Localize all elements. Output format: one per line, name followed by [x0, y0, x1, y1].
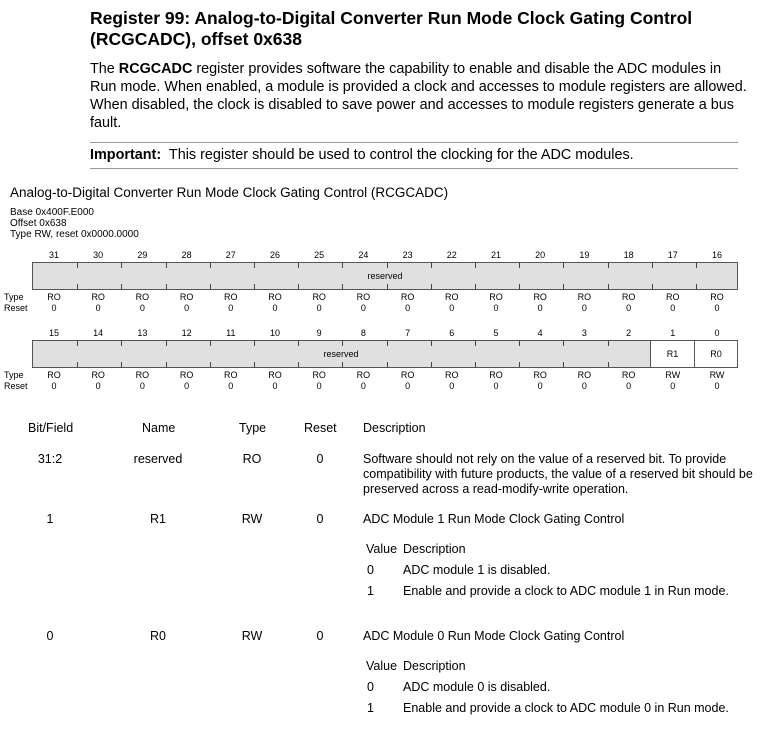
bit-reset: 0 — [670, 303, 676, 313]
bit-divider-tick — [387, 263, 388, 268]
important-top-rule — [90, 142, 738, 143]
bit-divider-tick — [298, 362, 299, 367]
intro-text: register provides software the capability to enable and disable the ADC modules in Run mode. When enabled, a module is provided a clock and accesses to module registers are allowed. When disabled, the clock is disabled to save power and accesses to module registers generate a bus fault. — [90, 61, 747, 131]
bit-number: 16 — [711, 250, 722, 260]
header-name: Name — [142, 421, 176, 435]
bit-number: 31 — [48, 250, 59, 260]
bit-reset: 0 — [449, 303, 455, 313]
intro-register-name: RCGCADC — [118, 61, 193, 77]
bit-divider-tick — [298, 284, 299, 289]
bit-type: RO — [533, 370, 547, 380]
bit-number: 3 — [581, 328, 587, 338]
bit-divider-tick — [254, 362, 255, 367]
bit-number: 15 — [48, 328, 59, 338]
lower-row-labels — [4, 370, 28, 392]
field-r0-cell: R0 — [694, 341, 737, 367]
row-type: RW — [241, 629, 263, 643]
bit-number: 0 — [714, 328, 720, 338]
register-offset: Offset 0x638 — [10, 218, 67, 229]
bit-reset: 0 — [581, 303, 587, 313]
bit-type: RO — [179, 292, 194, 302]
bit-type: RO — [268, 370, 282, 380]
bit-divider-tick — [254, 284, 255, 289]
field-r1-cell: R1 — [650, 341, 694, 367]
bit-type: RO — [400, 370, 415, 380]
bit-divider-tick — [608, 284, 609, 289]
bit-number: 6 — [449, 328, 455, 338]
lower-reset-label: Reset — [4, 381, 28, 391]
bit-divider-tick — [608, 362, 609, 367]
upper-row-labels — [4, 292, 28, 314]
bit-type: RO — [621, 370, 636, 380]
bit-number: 2 — [626, 328, 632, 338]
bit-number: 1 — [670, 328, 676, 338]
heading-line-2: (RCGCADC), offset 0x638 — [90, 29, 302, 49]
bit-type: RO — [47, 292, 61, 302]
bit-divider-tick — [210, 284, 211, 289]
bit-number: 21 — [490, 250, 501, 260]
bit-type: RO — [312, 370, 326, 380]
bit-divider-tick — [121, 263, 122, 268]
bit-type: RO — [400, 292, 415, 302]
row-bitfield: 31:2 — [37, 452, 63, 466]
bit-divider-tick — [342, 362, 343, 367]
bit-reset: 0 — [51, 381, 57, 391]
bit-number: 27 — [225, 250, 236, 260]
bit-number: 19 — [579, 250, 590, 260]
important-note — [90, 146, 750, 164]
bit-number: 29 — [137, 250, 148, 260]
bit-number: 4 — [537, 328, 543, 338]
bit-reset: 0 — [228, 381, 234, 391]
value-entry: 0 — [367, 563, 374, 577]
bit-number: 17 — [667, 250, 678, 260]
value-desc-header: Description — [403, 542, 466, 556]
bit-reset: 0 — [139, 303, 145, 313]
row-description: ADC Module 0 Run Mode Clock Gating Control — [363, 629, 625, 643]
row-description-line-3: preserved across a read-modify-write operation. — [363, 482, 629, 496]
value-header: Value — [366, 659, 398, 673]
bit-type: RO — [489, 370, 503, 380]
lower-type-label: Type — [4, 370, 24, 380]
row-name: R1 — [150, 512, 166, 526]
bit-divider-tick — [166, 341, 167, 346]
bit-type: RO — [577, 370, 592, 380]
bit-divider-tick — [298, 263, 299, 268]
bit-type: RO — [91, 292, 105, 302]
value-entry: 1 — [367, 701, 374, 715]
value-entry-description: ADC module 0 is disabled. — [403, 680, 551, 694]
bit-divider-tick — [121, 284, 122, 289]
bit-divider-tick — [121, 341, 122, 346]
bit-reset: 0 — [360, 303, 366, 313]
bit-divider-tick — [652, 284, 653, 289]
bit-divider-tick — [519, 284, 520, 289]
bit-divider-tick — [298, 341, 299, 346]
bit-divider-tick — [696, 263, 697, 268]
bit-divider-tick — [210, 362, 211, 367]
row-bitfield: 1 — [46, 512, 54, 526]
bit-type: RO — [224, 370, 238, 380]
value-entry-description: Enable and provide a clock to ADC module 1 in Run mode. — [403, 584, 729, 598]
bit-number: 28 — [181, 250, 192, 260]
row-description: ADC Module 1 Run Mode Clock Gating Control — [363, 512, 625, 526]
bit-type: RO — [179, 370, 194, 380]
bit-reset: 0 — [537, 381, 543, 391]
heading-line-1: Register 99: Analog-to-Digital Converter Run Mode Clock Gating Control — [90, 8, 693, 28]
bit-type: RO — [710, 292, 724, 302]
row-type: RO — [242, 452, 262, 466]
bit-divider-tick — [387, 341, 388, 346]
value-entry-description: Enable and provide a clock to ADC module 0 in Run mode. — [403, 701, 729, 715]
bit-divider-tick — [563, 362, 564, 367]
bit-number: 25 — [314, 250, 325, 260]
bit-divider-tick — [475, 362, 476, 367]
lower-register-bar — [32, 340, 738, 368]
bit-number: 10 — [269, 328, 280, 338]
bit-type: RO — [577, 292, 592, 302]
bit-divider-tick — [77, 341, 78, 346]
header-type: Type — [239, 421, 267, 435]
bit-divider-tick — [519, 263, 520, 268]
bit-divider-tick — [519, 362, 520, 367]
important-text: This register should be used to control the clocking for the ADC modules. — [168, 147, 634, 163]
bit-divider-tick — [475, 263, 476, 268]
bit-type: RO — [356, 370, 371, 380]
important-label: Important: — [90, 147, 162, 163]
bit-number: 9 — [316, 328, 322, 338]
bit-number: 24 — [358, 250, 369, 260]
bit-number: 20 — [535, 250, 546, 260]
bit-number: 13 — [137, 328, 148, 338]
bit-type: RO — [621, 292, 636, 302]
row-bitfield: 0 — [46, 629, 54, 643]
bit-divider-tick — [166, 284, 167, 289]
important-bottom-rule — [90, 168, 738, 169]
bit-reset: 0 — [405, 303, 411, 313]
bit-divider-tick — [387, 284, 388, 289]
bit-reset: 0 — [95, 381, 101, 391]
bit-type: RO — [356, 292, 371, 302]
bit-type: RO — [224, 292, 238, 302]
bit-type: RO — [445, 292, 459, 302]
bit-divider-tick — [210, 341, 211, 346]
upper-type-label: Type — [4, 292, 24, 302]
bit-reset: 0 — [581, 381, 587, 391]
bit-divider-tick — [210, 263, 211, 268]
bit-reset: 0 — [537, 303, 543, 313]
bit-number: 12 — [181, 328, 192, 338]
row-name: R0 — [150, 629, 166, 643]
bit-number: 30 — [93, 250, 104, 260]
bit-reset: 0 — [493, 303, 499, 313]
bit-reset: 0 — [670, 381, 676, 391]
bit-type: RO — [135, 370, 150, 380]
bit-type: RW — [709, 370, 725, 380]
header-description: Description — [363, 421, 426, 435]
bit-divider-tick — [563, 284, 564, 289]
row-description-line-1: Software should not rely on the value of a reserved bit. To provide — [363, 452, 727, 466]
bit-reset: 0 — [272, 381, 278, 391]
bit-divider-tick — [254, 263, 255, 268]
bit-divider-tick — [431, 263, 432, 268]
upper-reset-label: Reset — [4, 303, 28, 313]
bit-divider-tick — [652, 263, 653, 268]
bit-divider-tick — [475, 341, 476, 346]
bit-reset: 0 — [714, 303, 720, 313]
bit-divider-tick — [77, 362, 78, 367]
register-type-reset: Type RW, reset 0x0000.0000 — [10, 229, 139, 240]
row-description-line-2: compatibility with future products, the value of a reserved bit should be — [363, 467, 753, 481]
bit-divider-tick — [77, 284, 78, 289]
bit-divider-tick — [121, 362, 122, 367]
bit-divider-tick — [519, 341, 520, 346]
upper-register-bar — [32, 262, 738, 290]
row-name: reserved — [133, 452, 183, 466]
bit-reset: 0 — [360, 381, 366, 391]
header-reset: Reset — [304, 421, 337, 435]
row-reset: 0 — [316, 629, 324, 643]
bit-divider-tick — [608, 341, 609, 346]
intro-paragraph — [90, 60, 750, 132]
bit-reset: 0 — [51, 303, 57, 313]
bit-divider-tick — [563, 341, 564, 346]
bit-reset: 0 — [449, 381, 455, 391]
bit-type: RO — [533, 292, 547, 302]
bit-number: 5 — [493, 328, 499, 338]
register-base: Base 0x400F.E000 — [10, 207, 94, 218]
register-heading — [90, 8, 770, 50]
bit-reset: 0 — [626, 381, 632, 391]
bit-number: 18 — [623, 250, 634, 260]
upper-reserved-label: reserved — [367, 271, 403, 281]
bit-type: RO — [268, 292, 282, 302]
bit-reset: 0 — [139, 381, 145, 391]
row-type: RW — [241, 512, 263, 526]
bit-reset: 0 — [626, 303, 632, 313]
bit-divider-tick — [431, 284, 432, 289]
bit-number: 26 — [269, 250, 280, 260]
bit-type: RO — [666, 292, 680, 302]
bit-divider-tick — [387, 362, 388, 367]
bit-divider-tick — [563, 263, 564, 268]
bit-type: RO — [312, 292, 326, 302]
bit-number: 7 — [405, 328, 411, 338]
bit-divider-tick — [254, 341, 255, 346]
diagram-title: Analog-to-Digital Converter Run Mode Clock Gating Control (RCGCADC) — [10, 185, 449, 200]
bit-divider-tick — [342, 341, 343, 346]
bit-divider-tick — [431, 341, 432, 346]
bit-divider-tick — [166, 263, 167, 268]
value-entry: 1 — [367, 584, 374, 598]
bit-reset: 0 — [272, 303, 278, 313]
bit-type: RO — [489, 292, 503, 302]
row-reset: 0 — [316, 452, 324, 466]
lower-reserved-label: reserved — [323, 349, 359, 359]
bit-divider-tick — [431, 362, 432, 367]
bit-reset: 0 — [184, 381, 190, 391]
bit-divider-tick — [475, 284, 476, 289]
bit-reset: 0 — [714, 381, 720, 391]
bit-reset: 0 — [316, 303, 322, 313]
bit-divider-tick — [696, 284, 697, 289]
bit-number: 14 — [93, 328, 104, 338]
bit-reset: 0 — [405, 381, 411, 391]
value-desc-header: Description — [403, 659, 466, 673]
value-entry-description: ADC module 1 is disabled. — [403, 563, 551, 577]
bit-type: RO — [445, 370, 459, 380]
bit-number: 11 — [226, 328, 236, 338]
bit-number: 23 — [402, 250, 413, 260]
bit-type: RO — [91, 370, 105, 380]
intro-prefix: The — [90, 61, 119, 77]
header-bitfield: Bit/Field — [28, 421, 74, 435]
value-entry: 0 — [367, 680, 374, 694]
bit-reset: 0 — [316, 381, 322, 391]
bit-reset: 0 — [184, 303, 190, 313]
bit-reset: 0 — [95, 303, 101, 313]
bit-number: 8 — [360, 328, 366, 338]
bit-type: RO — [47, 370, 61, 380]
bit-divider-tick — [166, 362, 167, 367]
bit-divider-tick — [77, 263, 78, 268]
bit-type: RW — [665, 370, 681, 380]
bit-reset: 0 — [228, 303, 234, 313]
row-reset: 0 — [316, 512, 324, 526]
bit-divider-tick — [342, 284, 343, 289]
bit-type: RO — [135, 292, 150, 302]
bit-reset: 0 — [493, 381, 499, 391]
bit-number: 22 — [446, 250, 457, 260]
value-header: Value — [366, 542, 398, 556]
bit-divider-tick — [608, 263, 609, 268]
bit-divider-tick — [342, 263, 343, 268]
